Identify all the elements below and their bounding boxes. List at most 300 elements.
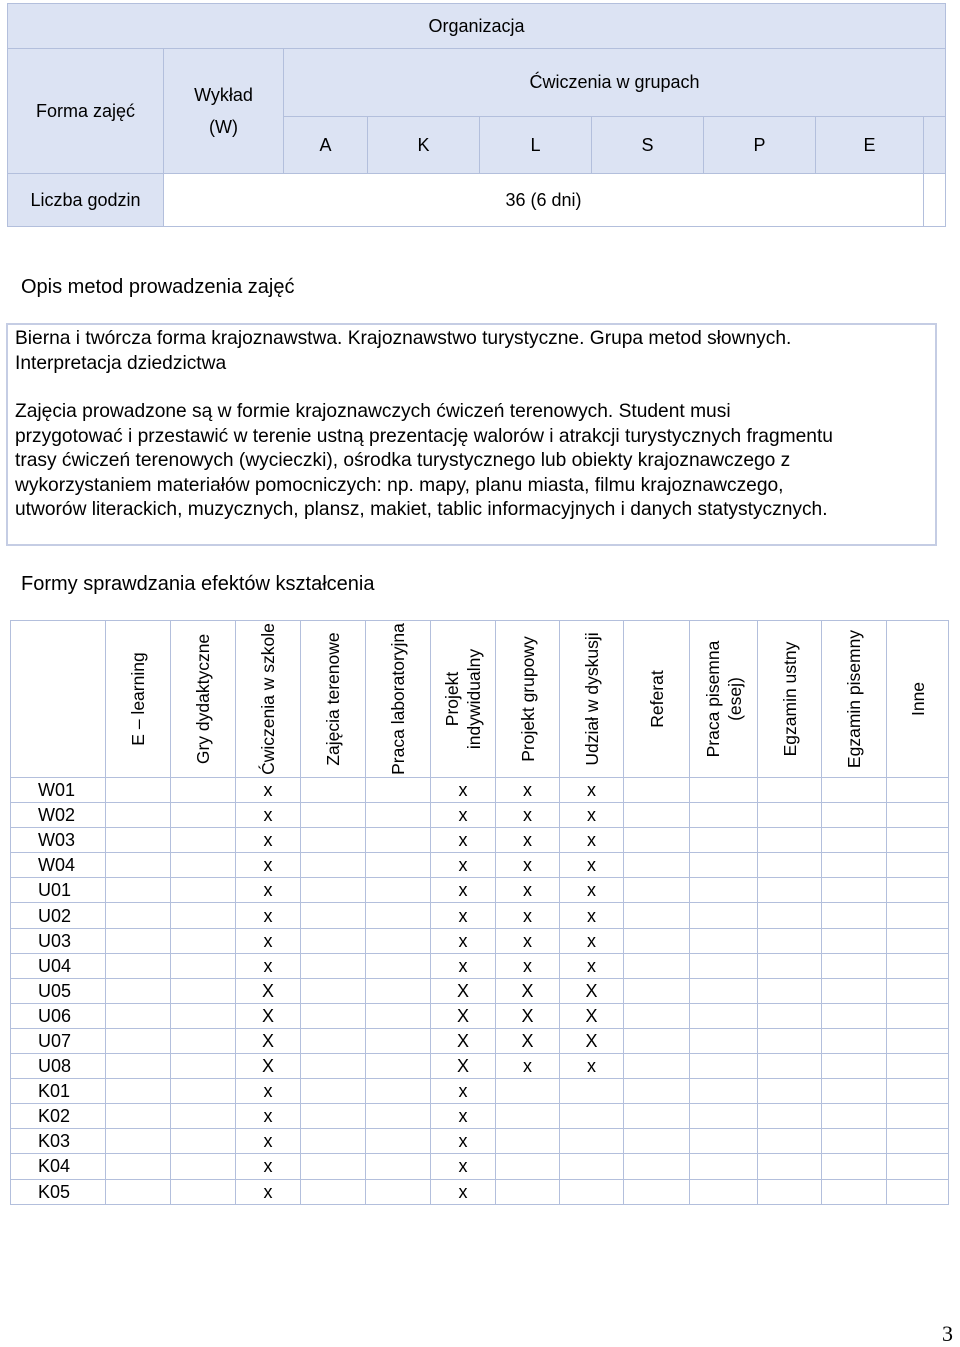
- assessment-cell: x: [431, 903, 496, 928]
- assessment-column-header: [431, 621, 496, 778]
- assessment-cell: [758, 828, 822, 853]
- assessment-cell: [366, 903, 431, 928]
- assessment-cell: x: [496, 1054, 560, 1079]
- assessment-cell: [301, 1028, 366, 1053]
- assessment-cell: [106, 803, 171, 828]
- assessment-cell: x: [236, 878, 301, 903]
- assessment-cell: [106, 853, 171, 878]
- assessment-column-label: E – learning: [128, 652, 148, 746]
- table-row: [11, 1154, 949, 1179]
- assessment-cell: [106, 1179, 171, 1204]
- assessment-cell: [106, 1028, 171, 1053]
- assessment-cell: [822, 953, 887, 978]
- assessment-cell: [366, 978, 431, 1003]
- assessment-cell: [887, 1054, 949, 1079]
- assessment-cell: [171, 1104, 236, 1129]
- group-type-a: A: [284, 117, 368, 174]
- assessment-cell: [690, 953, 758, 978]
- assessment-cell: [171, 953, 236, 978]
- assessment-cell: [758, 1079, 822, 1104]
- assessment-cell: [624, 1003, 690, 1028]
- assessment-cell: X: [431, 978, 496, 1003]
- assessment-cell: [758, 1104, 822, 1129]
- assessment-cell: [690, 803, 758, 828]
- assessment-column-header: [301, 621, 366, 778]
- assessment-cell: [887, 978, 949, 1003]
- table-row: [11, 853, 949, 878]
- table-row: [11, 828, 949, 853]
- assessment-cell: [301, 1154, 366, 1179]
- assessment-cell: [366, 1028, 431, 1053]
- assessment-cell: [171, 978, 236, 1003]
- assessment-cell: [366, 1104, 431, 1129]
- methods-box: [6, 323, 937, 546]
- assessment-cell: [624, 1104, 690, 1129]
- assessment-cell: [624, 803, 690, 828]
- assessment-column-label: Ćwiczenia w szkole: [258, 623, 278, 775]
- assessment-cell: x: [431, 778, 496, 803]
- assessment-column-header: [758, 621, 822, 778]
- assessment-cell: [106, 1154, 171, 1179]
- assessment-cell: [822, 928, 887, 953]
- assessment-column-label: Inne: [907, 681, 928, 717]
- assessment-cell: X: [236, 1003, 301, 1028]
- assessment-cell: [366, 953, 431, 978]
- outcome-code: U06: [11, 1003, 106, 1028]
- assessment-cell: [887, 778, 949, 803]
- assessment-cell: X: [236, 1054, 301, 1079]
- assessment-cell: [301, 1129, 366, 1154]
- groups-label: Ćwiczenia w grupach: [284, 49, 946, 117]
- assessment-cell: [690, 1129, 758, 1154]
- table-row: [11, 953, 949, 978]
- group-type-empty: [924, 117, 946, 174]
- assessment-cell: [366, 853, 431, 878]
- assessment-cell: [887, 1079, 949, 1104]
- assessment-cell: [624, 1129, 690, 1154]
- methods-heading: Opis metod prowadzenia zajęć: [21, 276, 295, 298]
- assessment-cell: [822, 1154, 887, 1179]
- table-row: [11, 1129, 949, 1154]
- assessment-cell: x: [236, 803, 301, 828]
- assessment-cell: [301, 803, 366, 828]
- assessment-cell: x: [236, 1129, 301, 1154]
- methods-paragraph-1: Bierna i twórcza forma krajoznawstwa. Krajoznawstwo turystyczne. Grupa metod słownych.: [15, 328, 792, 349]
- assessment-cell: x: [560, 803, 624, 828]
- assessment-cell: [496, 1079, 560, 1104]
- assessment-cell: [887, 828, 949, 853]
- assessment-cell: [301, 903, 366, 928]
- assessment-cell: X: [431, 1054, 496, 1079]
- assessment-cell: x: [236, 953, 301, 978]
- assessment-cell: x: [236, 828, 301, 853]
- group-type-e: E: [816, 117, 924, 174]
- assessment-cell: X: [431, 1003, 496, 1028]
- assessment-cell: [171, 1154, 236, 1179]
- assessment-column-label: Referat: [646, 670, 667, 728]
- assessment-cell: [366, 803, 431, 828]
- outcome-code: W04: [11, 853, 106, 878]
- assessment-cell: [758, 928, 822, 953]
- assessment-cell: [624, 978, 690, 1003]
- assessment-cell: [496, 1129, 560, 1154]
- assessment-cell: [106, 1104, 171, 1129]
- assessment-cell: [822, 1054, 887, 1079]
- assessment-cell: [301, 878, 366, 903]
- assessment-cell: [624, 878, 690, 903]
- assessment-cell: [171, 828, 236, 853]
- hours-value: 36 (6 dni): [164, 174, 924, 227]
- assessment-cell: [624, 1028, 690, 1053]
- outcome-code: U05: [11, 978, 106, 1003]
- assessment-cell: [758, 1179, 822, 1204]
- assessment-cell: [624, 928, 690, 953]
- group-type-s: S: [592, 117, 704, 174]
- outcome-code: U02: [11, 903, 106, 928]
- assessment-column-header: [822, 621, 887, 778]
- assessment-cell: [171, 1003, 236, 1028]
- assessment-cell: [171, 878, 236, 903]
- assessment-cell: x: [236, 1179, 301, 1204]
- methods-paragraph-2-line: przygotować i przestawić w terenie ustną prezentację walorów i atrakcji turystycznych fragmentu: [15, 425, 833, 447]
- assessment-cell: [366, 778, 431, 803]
- assessment-cell: [690, 828, 758, 853]
- assessment-cell: x: [560, 1054, 624, 1079]
- assessment-column-header: [690, 621, 758, 778]
- outcome-code: U07: [11, 1028, 106, 1053]
- assessment-cell: x: [431, 928, 496, 953]
- assessment-cell: [758, 878, 822, 903]
- assessment-cell: [366, 828, 431, 853]
- assessment-cell: [106, 903, 171, 928]
- assessment-cell: [106, 953, 171, 978]
- assessment-cell: [690, 1179, 758, 1204]
- organization-title: Organizacja: [8, 4, 946, 49]
- outcome-code: K02: [11, 1104, 106, 1129]
- group-type-l: L: [480, 117, 592, 174]
- hours-empty: [924, 174, 946, 227]
- assessment-cell: [366, 1003, 431, 1028]
- assessment-cell: [690, 1028, 758, 1053]
- assessment-cell: x: [431, 953, 496, 978]
- outcome-code: K03: [11, 1129, 106, 1154]
- assessment-column-header: [366, 621, 431, 778]
- assessment-cell: [822, 1179, 887, 1204]
- assessment-cell: [624, 1179, 690, 1204]
- assessment-cell: x: [236, 928, 301, 953]
- assessment-cell: [560, 1079, 624, 1104]
- assessment-cell: X: [560, 978, 624, 1003]
- outcome-code: K05: [11, 1179, 106, 1204]
- outcome-code: K01: [11, 1079, 106, 1104]
- assessment-column-label: Praca pisemna (esej): [702, 640, 745, 758]
- assessment-cell: X: [560, 1028, 624, 1053]
- assessment-cell: [624, 828, 690, 853]
- assessment-cell: [690, 1154, 758, 1179]
- assessment-column-header: [887, 621, 949, 778]
- assessment-cell: [822, 1028, 887, 1053]
- assessment-cell: [822, 1003, 887, 1028]
- assessment-cell: [758, 803, 822, 828]
- hours-label: Liczba godzin: [8, 174, 164, 227]
- table-row: [11, 1054, 949, 1079]
- assessment-cell: [106, 828, 171, 853]
- assessment-table: [10, 620, 949, 1205]
- assessment-cell: [496, 1154, 560, 1179]
- assessment-cell: [301, 978, 366, 1003]
- assessment-cell: [171, 1079, 236, 1104]
- assessment-cell: [758, 1028, 822, 1053]
- assessment-cell: [171, 1129, 236, 1154]
- assessment-cell: [171, 778, 236, 803]
- assessment-cell: x: [560, 778, 624, 803]
- assessment-cell: [106, 878, 171, 903]
- assessment-cell: X: [560, 1003, 624, 1028]
- assessment-cell: x: [496, 853, 560, 878]
- organization-table: [7, 3, 946, 227]
- assessment-column-label: Egzamin ustny: [779, 641, 800, 757]
- assessment-cell: [106, 1129, 171, 1154]
- page-number: 3: [942, 1321, 953, 1346]
- assessment-cell: [366, 1129, 431, 1154]
- assessment-cell: [624, 1054, 690, 1079]
- assessment-cell: x: [236, 853, 301, 878]
- assessment-cell: [560, 1104, 624, 1129]
- assessment-cell: [758, 953, 822, 978]
- assessment-cell: [366, 878, 431, 903]
- outcome-code: U04: [11, 953, 106, 978]
- assessment-cell: x: [431, 1104, 496, 1129]
- assessment-heading: Formy sprawdzania efektów kształcenia: [21, 573, 375, 595]
- table-row: [11, 803, 949, 828]
- assessment-cell: [301, 1054, 366, 1079]
- outcome-code: W01: [11, 778, 106, 803]
- lecture-code: (W): [209, 117, 238, 137]
- assessment-cell: [690, 978, 758, 1003]
- assessment-cell: [822, 803, 887, 828]
- assessment-cell: [822, 828, 887, 853]
- assessment-cell: x: [560, 928, 624, 953]
- assessment-cell: [822, 903, 887, 928]
- assessment-cell: [690, 853, 758, 878]
- assessment-cell: x: [236, 1154, 301, 1179]
- assessment-cell: [758, 853, 822, 878]
- assessment-cell: [106, 778, 171, 803]
- assessment-cell: x: [496, 878, 560, 903]
- assessment-cell: [560, 1179, 624, 1204]
- assessment-cell: x: [431, 878, 496, 903]
- assessment-cell: [822, 1079, 887, 1104]
- assessment-column-label: Udział w dyskusji: [581, 632, 602, 766]
- assessment-cell: [690, 778, 758, 803]
- assessment-cell: x: [431, 1079, 496, 1104]
- assessment-cell: [171, 853, 236, 878]
- assessment-cell: [758, 778, 822, 803]
- lecture-cell: [164, 49, 284, 174]
- outcome-code: U01: [11, 878, 106, 903]
- group-type-k: K: [368, 117, 480, 174]
- assessment-cell: x: [431, 1129, 496, 1154]
- assessment-column-label: Projekt indywidualny: [442, 648, 484, 750]
- assessment-cell: X: [496, 1028, 560, 1053]
- assessment-column-label: Gry dydaktyczne: [193, 633, 213, 765]
- assessment-cell: [171, 1179, 236, 1204]
- assessment-cell: [624, 903, 690, 928]
- assessment-cell: x: [431, 828, 496, 853]
- methods-paragraph-2-line: wykorzystaniem materiałów pomocniczych: np. mapy, planu miasta, filmu krajoznawczego,: [15, 474, 784, 496]
- assessment-cell: [690, 878, 758, 903]
- assessment-corner: [11, 621, 106, 778]
- assessment-column-label: Egzamin pisemny: [844, 629, 864, 769]
- table-row: [11, 1003, 949, 1028]
- assessment-cell: [758, 978, 822, 1003]
- assessment-cell: [822, 1104, 887, 1129]
- outcome-code: U03: [11, 928, 106, 953]
- assessment-column-header: [560, 621, 624, 778]
- assessment-cell: [822, 978, 887, 1003]
- assessment-cell: [496, 1179, 560, 1204]
- assessment-cell: [822, 1129, 887, 1154]
- assessment-column-label: Zajęcia terenowe: [323, 632, 343, 766]
- assessment-cell: [758, 1154, 822, 1179]
- assessment-cell: X: [431, 1028, 496, 1053]
- assessment-cell: x: [431, 1179, 496, 1204]
- table-row: [11, 778, 949, 803]
- assessment-cell: [758, 1054, 822, 1079]
- assessment-cell: [690, 903, 758, 928]
- assessment-cell: x: [560, 878, 624, 903]
- assessment-cell: [822, 853, 887, 878]
- assessment-cell: x: [236, 903, 301, 928]
- assessment-cell: [301, 778, 366, 803]
- assessment-cell: [690, 1079, 758, 1104]
- assessment-cell: [822, 878, 887, 903]
- assessment-cell: [171, 928, 236, 953]
- assessment-column-header: [496, 621, 560, 778]
- assessment-cell: [171, 1054, 236, 1079]
- assessment-cell: [106, 1079, 171, 1104]
- assessment-cell: x: [496, 928, 560, 953]
- assessment-cell: x: [496, 803, 560, 828]
- assessment-cell: [624, 853, 690, 878]
- assessment-cell: [171, 803, 236, 828]
- assessment-cell: [690, 1003, 758, 1028]
- assessment-cell: x: [560, 853, 624, 878]
- assessment-cell: [887, 1104, 949, 1129]
- assessment-cell: [171, 903, 236, 928]
- group-type-p: P: [704, 117, 816, 174]
- assessment-cell: [106, 978, 171, 1003]
- table-row: [11, 1179, 949, 1204]
- methods-paragraph-2-line: trasy ćwiczeń terenowych (wycieczki), ośrodka turystycznego lub obiekty krajoznawczego z: [15, 450, 791, 471]
- assessment-cell: [301, 953, 366, 978]
- assessment-cell: x: [496, 778, 560, 803]
- assessment-cell: [171, 1028, 236, 1053]
- table-row: [11, 978, 949, 1003]
- assessment-cell: [301, 853, 366, 878]
- assessment-cell: x: [236, 1079, 301, 1104]
- assessment-cell: x: [560, 903, 624, 928]
- assessment-cell: x: [496, 903, 560, 928]
- assessment-cell: x: [431, 853, 496, 878]
- assessment-column-header: [236, 621, 301, 778]
- assessment-cell: [887, 1129, 949, 1154]
- assessment-cell: [106, 1054, 171, 1079]
- assessment-cell: X: [496, 978, 560, 1003]
- assessment-cell: [758, 1003, 822, 1028]
- outcome-code: K04: [11, 1154, 106, 1179]
- assessment-cell: [624, 1154, 690, 1179]
- assessment-cell: [560, 1154, 624, 1179]
- assessment-cell: X: [496, 1003, 560, 1028]
- assessment-column-label: Projekt grupowy: [517, 636, 538, 762]
- assessment-cell: [690, 928, 758, 953]
- assessment-cell: [758, 903, 822, 928]
- table-row: [11, 1028, 949, 1053]
- table-row: [11, 1079, 949, 1104]
- assessment-cell: x: [236, 778, 301, 803]
- assessment-cell: [887, 1154, 949, 1179]
- assessment-cell: [301, 928, 366, 953]
- assessment-cell: [624, 1079, 690, 1104]
- assessment-cell: [887, 1028, 949, 1053]
- assessment-cell: [887, 1179, 949, 1204]
- assessment-cell: X: [236, 978, 301, 1003]
- assessment-cell: [366, 1179, 431, 1204]
- methods-paragraph-2-line: utworów literackich, muzycznych, plansz, makiet, tablic informacyjnych i danych statystycznych.: [15, 499, 828, 520]
- assessment-cell: x: [431, 1154, 496, 1179]
- methods-paragraph-1b: Interpretacja dziedzictwa: [15, 352, 227, 374]
- assessment-cell: [366, 1079, 431, 1104]
- assessment-cell: [560, 1129, 624, 1154]
- table-row: [11, 928, 949, 953]
- assessment-cell: x: [496, 953, 560, 978]
- assessment-cell: x: [431, 803, 496, 828]
- assessment-cell: [887, 903, 949, 928]
- assessment-cell: [366, 928, 431, 953]
- methods-paragraph-2-line: Zajęcia prowadzone są w formie krajoznawczych ćwiczeń terenowych. Student musi: [15, 401, 731, 422]
- assessment-column-header: [624, 621, 690, 778]
- assessment-cell: [690, 1054, 758, 1079]
- table-row: [11, 878, 949, 903]
- assessment-cell: x: [560, 953, 624, 978]
- outcome-code: W03: [11, 828, 106, 853]
- lecture-label: Wykład: [194, 85, 253, 105]
- assessment-cell: [301, 1179, 366, 1204]
- assessment-cell: x: [236, 1104, 301, 1129]
- assessment-cell: [106, 928, 171, 953]
- assessment-cell: [690, 1104, 758, 1129]
- assessment-cell: [887, 928, 949, 953]
- assessment-column-header: [171, 621, 236, 778]
- assessment-cell: [366, 1154, 431, 1179]
- assessment-cell: [301, 1104, 366, 1129]
- assessment-cell: [887, 853, 949, 878]
- assessment-cell: [301, 1079, 366, 1104]
- outcome-code: W02: [11, 803, 106, 828]
- form-label: Forma zajęć: [8, 49, 164, 174]
- assessment-column-header: [106, 621, 171, 778]
- assessment-column-label: Praca laboratoryjna: [388, 623, 408, 775]
- assessment-cell: [758, 1129, 822, 1154]
- table-row: [11, 903, 949, 928]
- assessment-cell: [301, 1003, 366, 1028]
- assessment-cell: [822, 778, 887, 803]
- assessment-cell: [496, 1104, 560, 1129]
- assessment-cell: [624, 953, 690, 978]
- assessment-cell: [366, 1054, 431, 1079]
- assessment-cell: x: [560, 828, 624, 853]
